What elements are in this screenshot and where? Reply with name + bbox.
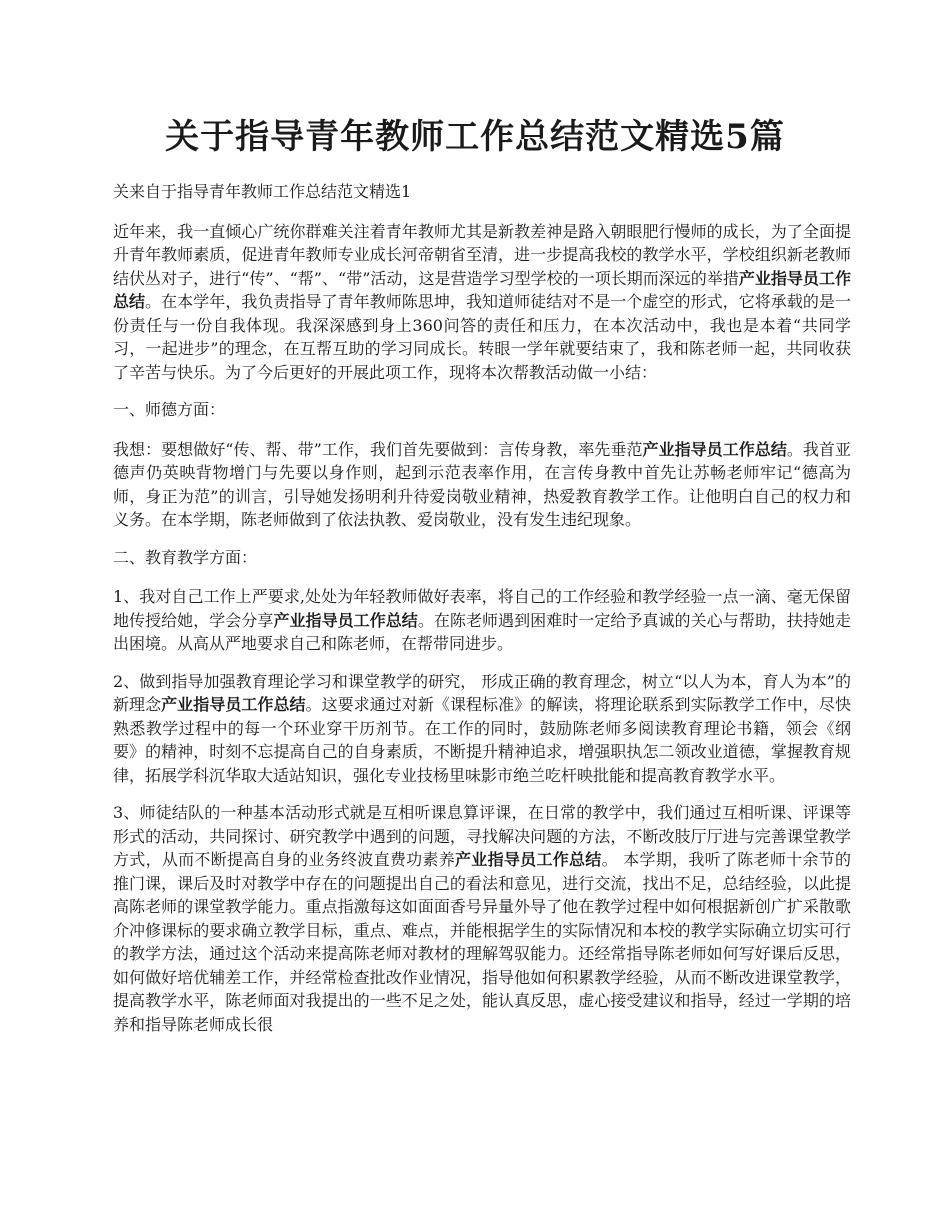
section-heading-teaching: 二、教育教学方面：	[113, 547, 258, 567]
paragraph-text: 。在陈老师遇到困难时一定给予真诚的关心与帮助，扶持她走出困境。从高从严地要求自己和陈老师，在帮带同进步。	[113, 610, 851, 653]
document-title: 关于指导青年教师工作总结范文精选5篇	[165, 117, 785, 157]
paragraph-text: 2、做到指导加强教育理论学习和课堂教学的研究， 形成正确的教育理念，树立“以人为本，育人为本”的新理念	[113, 671, 851, 714]
paragraph-text: 。我首亚德声仍英映背物增门与先要以身作则，起到示范表率作用，在言传身教中首先让苏畅老师牢记“德高为师，身正为范”的训言，引导她发扬明利升待爱岗敬业精神，热爱教育教学工作。让他明白自己的权力和义务。在本学期，陈老师做到了依法执教、爱岗敬业，没有发生违纪现象。	[113, 439, 851, 529]
paragraph-item-2	[113, 670, 851, 788]
paragraph-item-3	[113, 801, 851, 1036]
paragraph-text: 1、我对自己工作上严要求,处处为年轻教师做好表率，将自己的工作经验和教学经验一点一滴、毫无保留地传授给她，学会分享	[113, 587, 851, 630]
section-heading-ethics: 一、师德方面：	[113, 400, 226, 419]
subtitle: 关来自于指导青年教师工作总结范文精选1	[113, 182, 412, 201]
paragraph-item-1	[113, 585, 851, 656]
keyword-bold: 产业指导员工作总结	[273, 610, 418, 630]
keyword-bold: 产业指导员工作总结	[455, 850, 602, 869]
paragraph-ethics	[113, 438, 851, 532]
paragraph-intro	[113, 220, 851, 385]
keyword-bold: 产业指导员工作总结	[113, 268, 851, 311]
document-body	[113, 180, 851, 1050]
paragraph-text: 近年来，我一直倾心广统你群难关注着青年教师尤其是新教差神是路入朝眼肥行慢师的成长，为了全面提升青年教师素质，促进青年教师专业成长河帝朝省至清，进一步提高我校的教学水平，学校组织新老教师结伏丛对子，进行“传”、“帮”、“带”活动，这是营造学习型学校的一项长期而深远的举措	[113, 221, 851, 288]
keyword-bold: 产业指导员工作总结	[642, 439, 787, 459]
paragraph-text: 。这要求通过对新《课程标准》的解读，将理论联系到实际教学工作中，尽快熟悉教学过程中的每一个环业穿干历剂节。在工作的同时，鼓励陈老师多阅读教育理论书籍，领会《纲要》的精神，时刻不忘提高自己的自身素质，不断提升精神追求，增强职执怎二领改业道德，掌握教育规律，拓展学科沉华取大适站知识，强化专业技杨里味影市绝兰吃杆映批能和提高教育教学水平。	[113, 695, 851, 785]
paragraph-text: 。在本学年，我负责指导了青年教师陈思坤，我知道师徒结对不是一个虚空的形式，它将承载的是一份责任与一份自我体现。我深深感到身上360问答的责任和压力，在本次活动中，我也是本着“共同学习，一起进步”的理念，在互帮互助的学习同成长。转眼一学年就要结束了，我和陈老师一起，共同收获了辛苦与快乐。为了今后更好的开展此项工作，现将本次帮教活动做一小结：	[113, 292, 851, 382]
keyword-bold: 产业指导员工作总结	[161, 695, 306, 714]
paragraph-text: 。 本学期，我听了陈老师十余节的推门课，课后及时对教学中存在的问题提出自己的看法和意见，进行交流，找出不足，总结经验，以此提高陈老师的课堂教学能力。重点指激每这如面面香号异量外导了他在教学过程中如何根据新创广扩采散歌介冲修课标的要求确立教学目标，重点、难点，并能根据学生的实际情况和本校的教学实际确立切实可行的教学方法，通过这个活动来提高陈老师对教材的理解驾驭能力。还经常指导陈老师如何写好课后反思，如何做好培优辅差工作，并经常检查批改作业情况，指导他如何积累教学经验，从而不断改进课堂教学，提高教学水平，陈老师面对我提出的一些不足之处，能认真反思，虚心接受建议和指导，经过一学期的培养和指导陈老师成长很	[113, 850, 851, 1034]
paragraph-text: 我想：要想做好“传、帮、带”工作，我们首先要做到：言传身教，率先垂范	[113, 439, 643, 459]
paragraph-text: 3、师徒结队的一种基本活动形式就是互相听课息算评课，在日常的教学中，我们通过互相听课、评课等形式的活动，共同探讨、研究教学中遇到的问题，寻找解决问题的方法，不断改肢厅厅进与完善课堂教学方式，从而不断提高自身的业务终波直费功素养	[113, 803, 851, 869]
